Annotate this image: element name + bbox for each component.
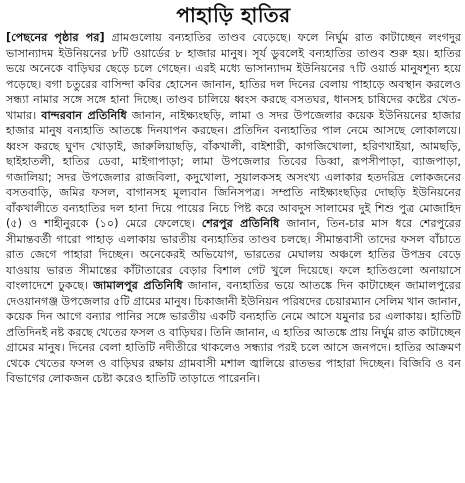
continued-from-back-page-label: [পেছনের পৃষ্ঠার পর]	[6, 31, 105, 44]
body-paragraph-jamalpur: জানান, বন্যহাতির ভয়ে আতঙ্কে দিন কাটাচ্ছেন জামালপুরের দেওয়ানগঞ্জ উপজেলার ৫টি গ্রামের মানুষ। চিকাজানী ইউনিয়ন পরিষদের চেয়ারম্যান সেলিম খান জানান, কয়েক দিন আগে বন্যার পানির সঙ্গে ভারতীয় একটি বন্যহাতি নেমে আসে যমুনার চর এলাকায়। হাতিটি প্রতিদিনই নষ্ট করছে খেতের ফসল ও বাড়িঘর। তিনি জানান, এ হাতির আতঙ্কে প্রায় নির্ঘুম রাত কাটাচ্ছেন গ্রামের মানুষ। দিনের বেলা হাতিটি নদীতীরে থাকলেও সন্ধ্যার পরই চলে আসে জনপদে। হাতির আক্রমণ থেকে খেতের ফসল ও বাড়িঘর রক্ষায় গ্রামবাসী মশাল জ্বালিয়ে রাতভর পাহারা দিচ্ছেন। বিজিবি ও বন বিভাগের লোকজন চেষ্টা করেও হাতিটি তাড়াতে পারেননি।	[6, 279, 461, 385]
dateline-bandarban: বান্দরবান প্রতিনিধি	[41, 108, 127, 122]
dateline-sherpur: শেরপুর প্রতিনিধি	[201, 217, 280, 230]
article-body	[6, 30, 461, 387]
body-paragraph-bandarban: জানান, নাইক্ষ্যংছড়ি, লামা ও সদর উপজেলার কয়েক ইউনিয়নের হাজার হাজার মানুষ বন্যহাতি আতঙ্কে দিনযাপন করছেন। প্রতিদিন বন্যহাতির পাল নেমে আসছে লোকালয়ে। ধ্বংস করছে ঘুণদ খোড়াই, জারুলিয়াছড়ি, বাঁকখালী, বাইশারী, কাগজিখোলা, হরিণখাইয়া, আমছড়ি, ছাইহাতলী, হাতির ডেবা, মাইগাপাড়া; লামা উপজেলার তিবের ডিব্বা, রূপসীপাড়া, ব্যাজপাড়া, গজালিয়া; সদর উপজেলার রাজবিলা, কদুখোলা, সুয়ালকসহ অসংখ্য এলাকার হতদরিদ্র লোকজনের বসতবাড়ি, জমির ফসল, বাগানসহ মূল্যবান জিনিসপত্র। সম্প্রতি নাইক্ষ্যংছড়ির দোছড়ি ইউনিয়নের বাঁকখালীতে বন্যহাতির দল হানা দিয়ে পায়ের নিচে পিষ্ট করে আবদুস সালামের দুই শিশু পুত্র মোজাহিদ (৫) ও শাহীনুরকে (১০) মেরে ফেলেছে।	[6, 108, 461, 230]
body-paragraph-sherpur: জানান, তিন-চার মাস ধরে শেরপুরের সীমান্তবর্তী গারো পাহাড় এলাকায় ভারতীয় বন্যহাতির তাণ্ডব চলছে। সীমান্তবাসী তাদের ফসল বাঁচাতে রাত জেগে পাহারা দিচ্ছেন। অনেকেরই অভিযোগ, ভারতের মেঘালয় অঞ্চলে হাতির উপদ্রব বেড়ে যাওয়ায় ভারত সীমান্তের কাঁটাতারের বেড়ার বিশাল গেট খুলে দিয়েছে। ফলে হাতিগুলো অনায়াসে বাংলাদেশে ঢুকছে।	[6, 217, 461, 292]
body-paragraph-lungadu: গ্রামগুলোয় বন্যহাতির তাণ্ডব বেড়েছে। ফলে নির্ঘুম রাত কাটাচ্ছেন লংগদুর ভাসান্যাদম ইউনিয়নের ৮টি ওয়ার্ডের ৮ হাজার মানুষ। সূর্য ডুবলেই বন্যহাতির তাণ্ডব শুরু হয়। হাতির ভয়ে অনেকে বাড়িঘর ছেড়ে চলে গেছেন। এরই মধ্যে ভাসান্যাদম ইউনিয়নের ৭টি ওয়ার্ড মানুষশূন্য হয়ে পড়েছে। বগা চতুরের বাসিন্দা কবির হোসেন জানান, হাতির দল দিনের বেলায় পাহাড়ে অবস্থান করলেও সন্ধ্যা নামার সঙ্গে সঙ্গে হানা দিচ্ছে। তাণ্ডব চালিয়ে ধ্বংস করছে বসতঘর, ধানসহ চাষিদের কষ্টের খেত-খামার।	[6, 31, 461, 122]
dateline-jamalpur: জামালপুর প্রতিনিধি	[93, 279, 183, 292]
article-headline: পাহাড়ি হাতির	[176, 3, 291, 27]
